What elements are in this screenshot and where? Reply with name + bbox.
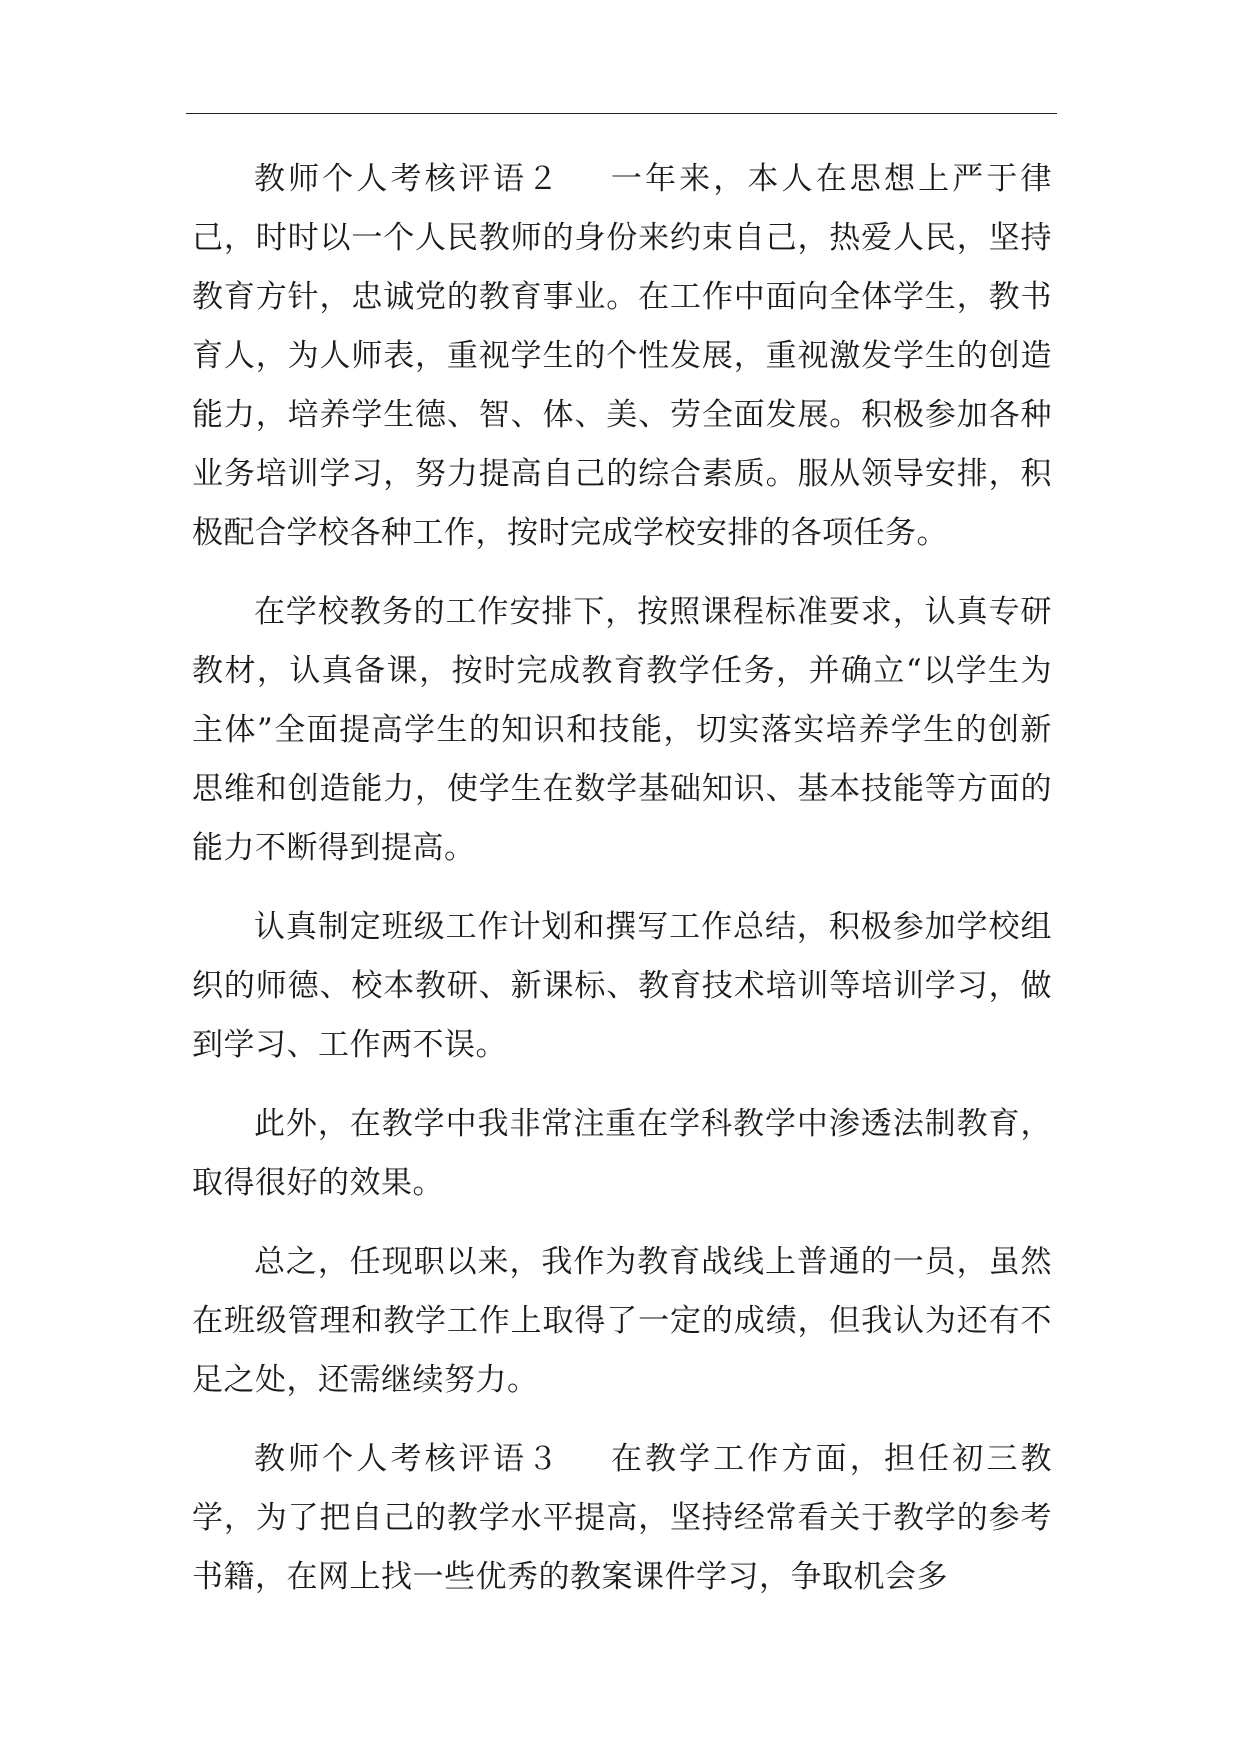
paragraph-4 — [192, 1095, 1052, 1213]
paragraph-3-text: 认真制定班级工作计划和撰写工作总结，积极参加学校组织的师德、校本教研、新课标、教育技术培训等培训学习，做到学习、工作两不误。 — [192, 909, 1052, 1063]
paragraph-6-text: 在教学工作方面，担任初三教学，为了把自己的教学水平提高，坚持经常看关于教学的参考书籍，在网上找一些优秀的教案课件学习，争取机会多 — [192, 1441, 1053, 1595]
paragraph-1 — [192, 150, 1052, 563]
paragraph-2-text: 在学校教务的工作安排下，按照课程标准要求，认真专研教材，认真备课，按时完成教育教学任务，并确立“以学生为主体”全面提高学生的知识和技能，切实落实培养学生的创新思维和创造能力，使学生在数学基础知识、基本技能等方面的能力不断得到提高。 — [192, 594, 1052, 866]
paragraph-2 — [192, 583, 1052, 878]
paragraph-3 — [192, 898, 1052, 1075]
paragraph-5 — [192, 1233, 1052, 1410]
header-rule — [186, 113, 1057, 114]
paragraph-5-text: 总之，任现职以来，我作为教育战线上普通的一员，虽然在班级管理和教学工作上取得了一定的成绩，但我认为还有不足之处，还需继续努力。 — [192, 1244, 1052, 1398]
paragraph-4-text: 此外，在教学中我非常注重在学科教学中渗透法制教育，取得很好的效果。 — [192, 1106, 1052, 1201]
paragraph-6 — [192, 1430, 1052, 1607]
paragraph-1-text: 一年来，本人在思想上严于律己，时时以一个人民教师的身份来约束自己，热爱人民，坚持教育方针，忠诚党的教育事业。在工作中面向全体学生，教书育人，为人师表，重视学生的个性发展，重视激发学生的创造能力，培养学生德、智、体、美、劳全面发展。积极参加各种业务培训学习，努力提高自己的综合素质。服从领导安排，积极配合学校各种工作，按时完成学校安排的各项任务。 — [192, 161, 1053, 551]
document-body — [192, 150, 1052, 1627]
section-heading-2: 教师个人考核评语２ — [254, 161, 562, 197]
section-heading-3: 教师个人考核评语３ — [254, 1441, 562, 1477]
